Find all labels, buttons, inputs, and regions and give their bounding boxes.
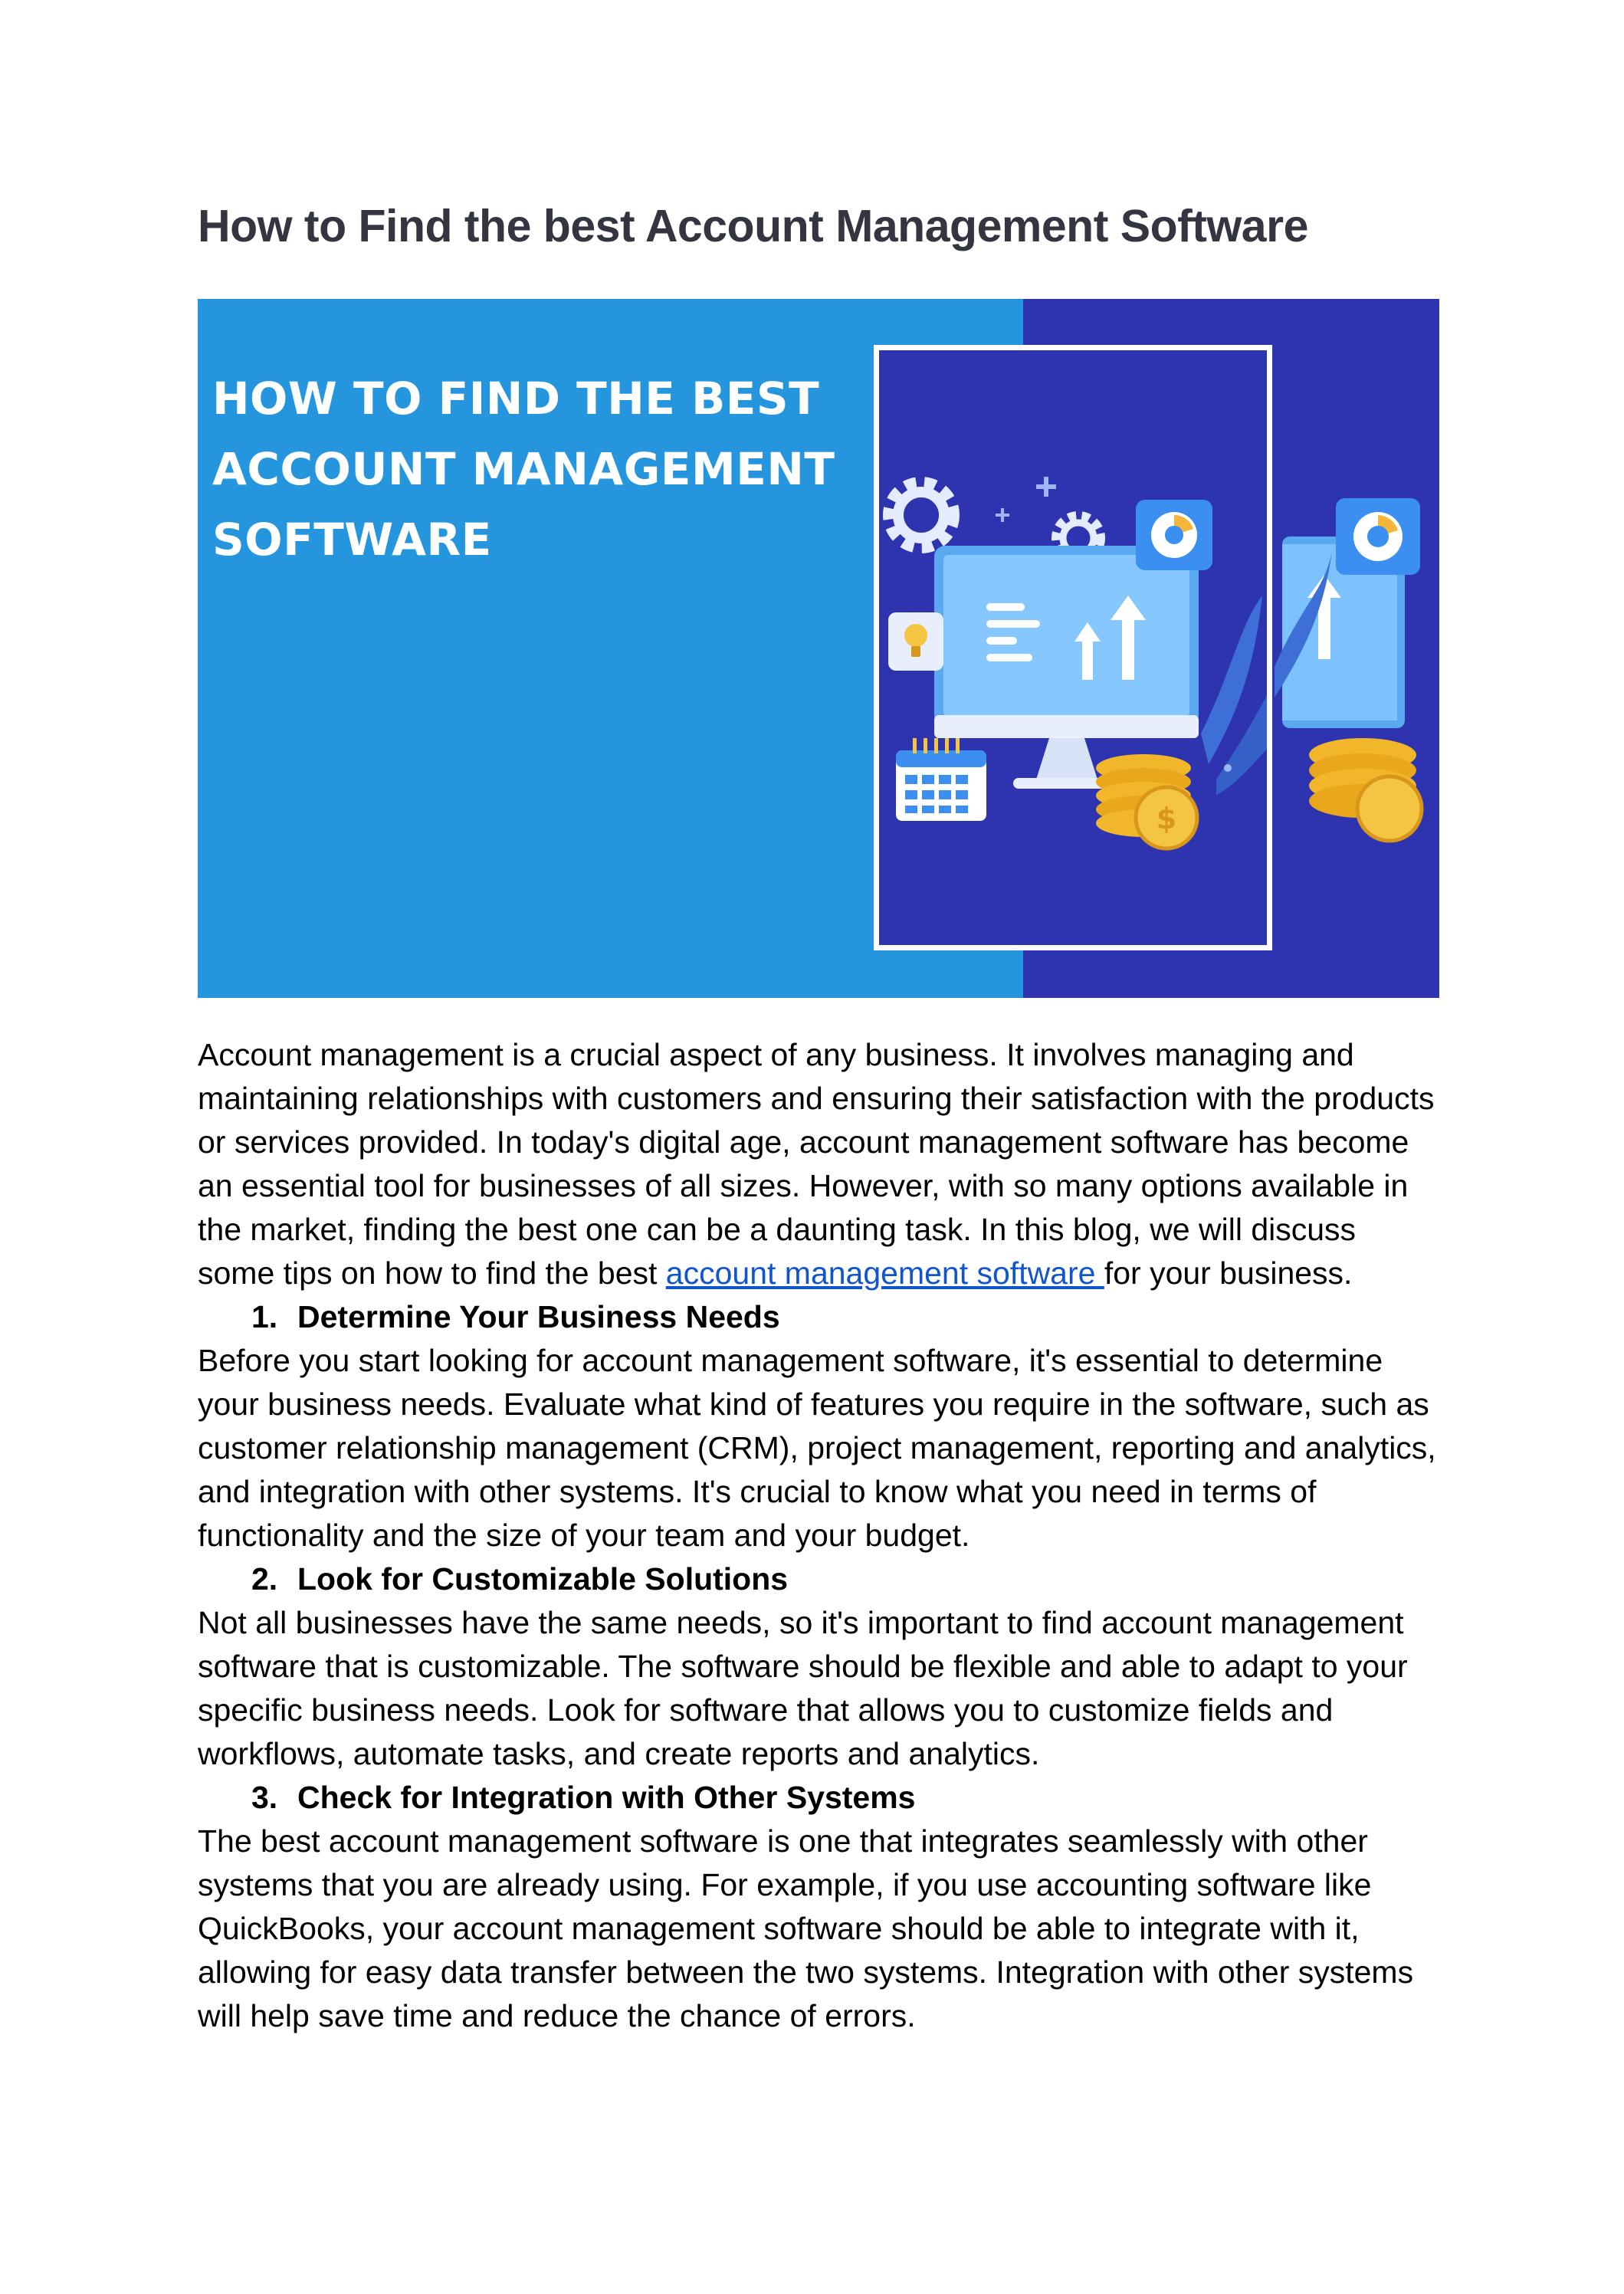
leaf-icon bbox=[1201, 596, 1267, 795]
banner-heading bbox=[212, 363, 871, 575]
lightbulb-icon bbox=[888, 612, 943, 671]
section-number: 3. bbox=[251, 1780, 278, 1815]
intro-text-end: for your business. bbox=[1104, 1255, 1353, 1291]
illustration-frame bbox=[874, 345, 1272, 950]
software-illustration bbox=[879, 350, 1267, 945]
hero-banner-image bbox=[198, 299, 1439, 998]
calendar-icon bbox=[896, 738, 986, 821]
pie-chart-icon bbox=[1336, 498, 1420, 575]
account-management-software-link[interactable]: account management software bbox=[665, 1255, 1104, 1291]
section-heading-2 bbox=[198, 1557, 1439, 1601]
coin-stack-icon bbox=[1309, 738, 1422, 841]
intro-paragraph bbox=[198, 1033, 1439, 1295]
section-heading-text: Determine Your Business Needs bbox=[297, 1299, 780, 1334]
section-number: 1. bbox=[251, 1299, 278, 1334]
svg-text:$: $ bbox=[1156, 802, 1177, 835]
banner-heading-line: HOW TO FIND THE BEST bbox=[212, 372, 820, 425]
coin-stack-icon bbox=[1096, 754, 1197, 848]
section-heading-1 bbox=[198, 1295, 1439, 1339]
section-heading-text: Check for Integration with Other Systems bbox=[297, 1780, 916, 1815]
plus-icon bbox=[996, 477, 1056, 522]
pie-chart-icon bbox=[1136, 500, 1212, 570]
page-title: How to Find the best Account Management Software bbox=[198, 201, 1308, 251]
document-page bbox=[198, 192, 1439, 2038]
section-body-3: The best account management software is one that integrates seamlessly with other systems that you are already using. For example, if you use accounting software like QuickBooks, your account management software should be able to integrate with it, allowing for easy data transfer between the two systems. Integration with other systems will help save time and reduce the chance of errors. bbox=[198, 1823, 1414, 2033]
section-body-2: Not all businesses have the same needs, so it's important to find account management software that is customizable. The software should be flexible and able to adapt to your specific business needs. Look for software that allows you to customize fields and workflows, automate tasks, and create reports and analytics. bbox=[198, 1605, 1408, 1771]
intro-text: Account management is a crucial aspect of any business. It involves managing and maintaining relationships with customers and ensuring their satisfaction with the products or services provided. In today's digital age, account management software has become an essential tool for businesses of all sizes. However, with so many options available in the market, finding the best one can be a daunting task. In this blog, we will discuss some tips on how to find the best bbox=[198, 1037, 1435, 1291]
section-heading-text: Look for Customizable Solutions bbox=[297, 1561, 789, 1597]
gear-icon bbox=[891, 484, 952, 546]
section-body-1: Before you start looking for account management software, it's essential to determine your business needs. Evaluate what kind of features you require in the software, such as customer relationship management (CRM), project management, reporting and analytics, and integration with other systems. It's crucial to know what you need in terms of functionality and the size of your team and your budget. bbox=[198, 1343, 1436, 1553]
section-heading-3 bbox=[198, 1776, 1439, 1820]
article-body bbox=[198, 1033, 1439, 2038]
section-number: 2. bbox=[251, 1561, 278, 1597]
banner-heading-line: SOFTWARE bbox=[212, 514, 492, 566]
banner-heading-line: ACCOUNT MANAGEMENT bbox=[212, 443, 835, 495]
